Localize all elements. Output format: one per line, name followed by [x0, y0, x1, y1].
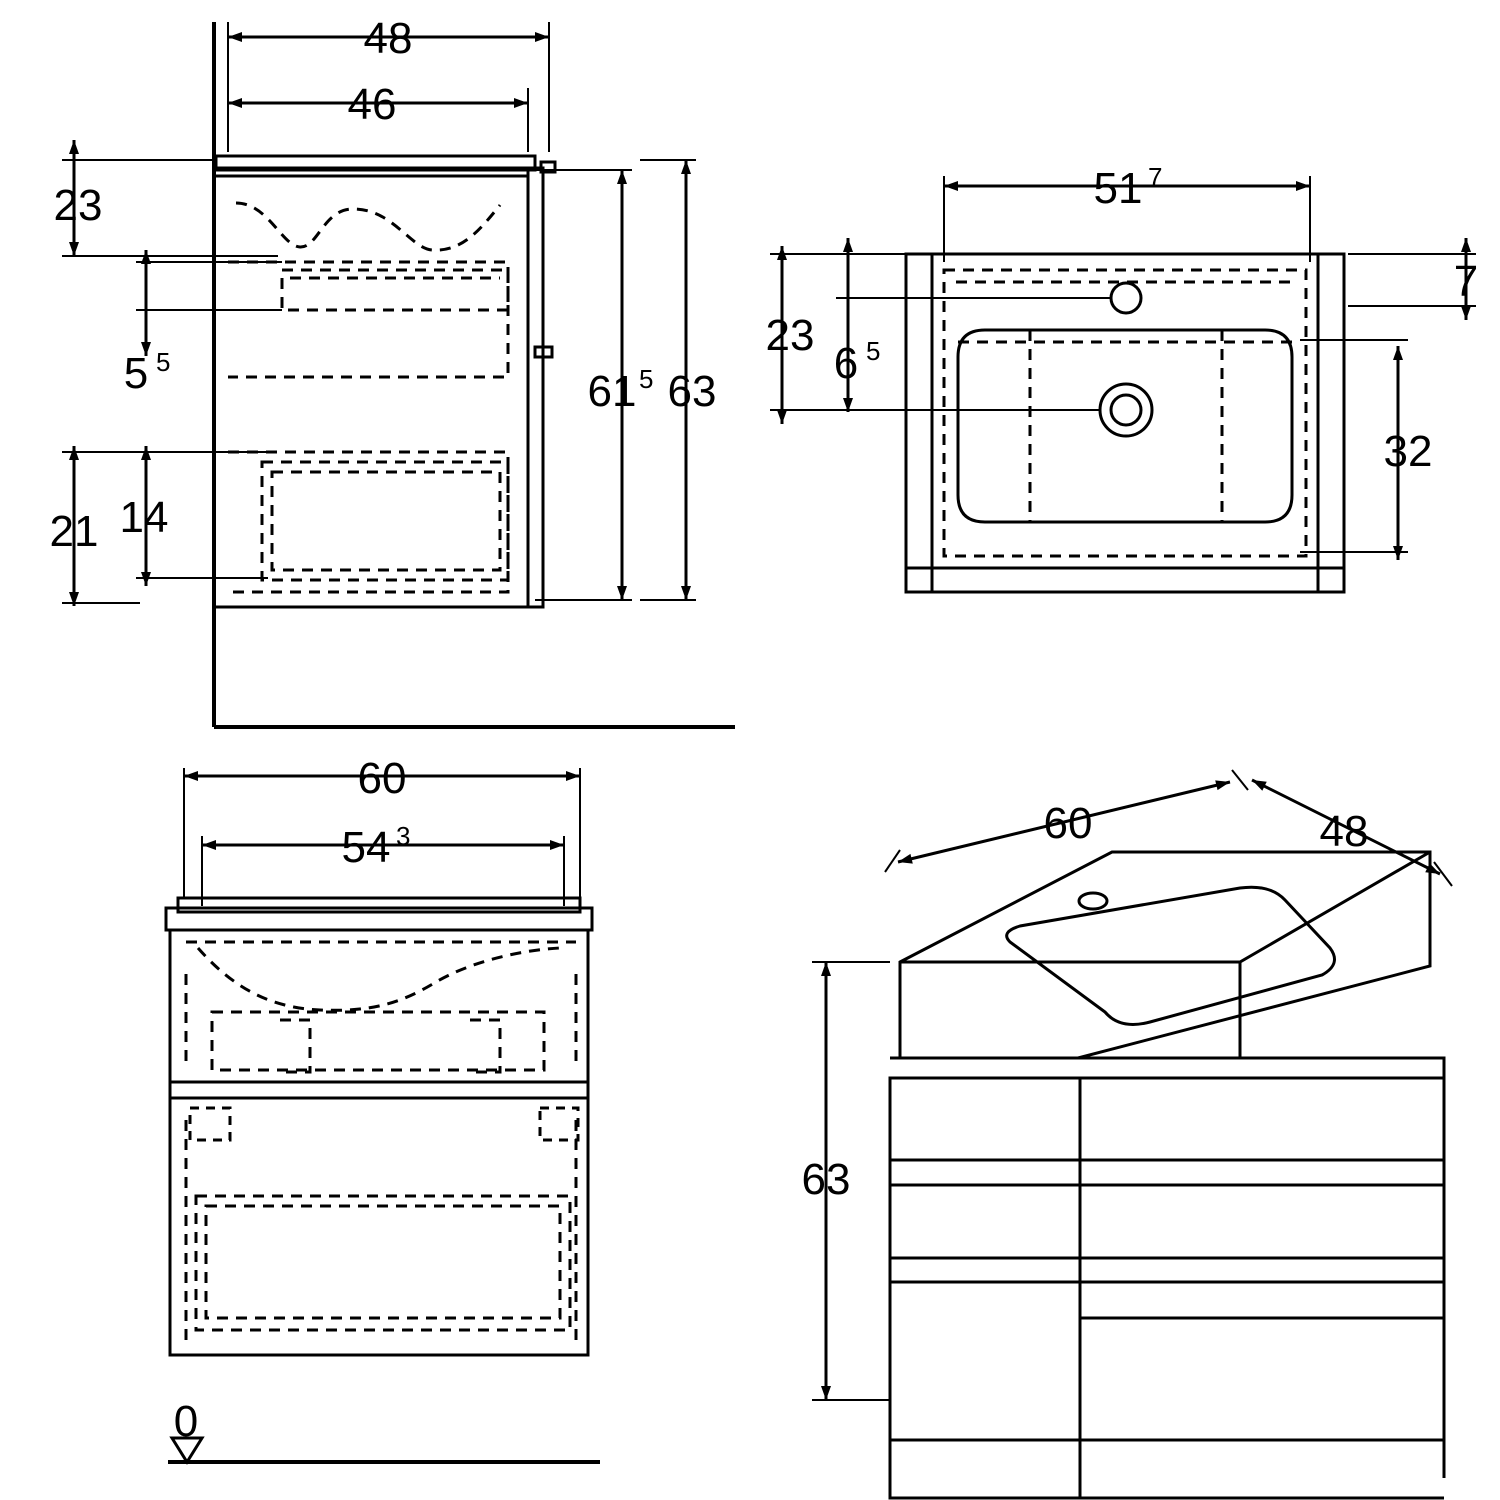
dim-label-front-54-sup: 3 — [396, 821, 411, 851]
dim-label-side-48: 48 — [363, 14, 413, 63]
side-view-geometry — [214, 22, 735, 727]
dim-label-side-14: 14 — [119, 493, 169, 542]
dim-label-iso-63: 63 — [801, 1155, 851, 1204]
dim-label-front-60: 60 — [357, 754, 407, 803]
iso-view-geometry — [890, 852, 1444, 1498]
dim-label-top-51-sup: 7 — [1148, 162, 1163, 192]
dim-label-iso-48: 48 — [1319, 807, 1369, 856]
dim-label-side-23: 23 — [53, 181, 103, 230]
dim-label-side-5-sup: 5 — [156, 347, 171, 377]
dim-label-side-46: 46 — [347, 80, 397, 129]
dim-label-side-5: 5 — [123, 349, 149, 398]
top-view-dimensions — [770, 176, 1479, 560]
dim-label-top-23: 23 — [765, 311, 815, 360]
iso-view-dimensions — [812, 770, 1452, 1400]
dim-label-front-datum: 0 — [173, 1397, 199, 1446]
dim-label-iso-60: 60 — [1043, 799, 1093, 848]
dim-label-top-7: 7 — [1453, 257, 1479, 306]
dim-label-top-32: 32 — [1383, 427, 1433, 476]
dim-label-side-21: 21 — [49, 507, 99, 556]
front-view-geometry — [166, 898, 600, 1462]
dim-label-top-51: 51 — [1093, 164, 1143, 213]
dim-label-side-63: 63 — [667, 367, 717, 416]
top-view-geometry — [906, 254, 1344, 592]
dim-label-side-61-sup: 5 — [639, 364, 654, 394]
dim-label-front-54: 54 — [341, 823, 391, 872]
dim-label-top-6: 6 — [833, 339, 859, 388]
dim-label-top-6-sup: 5 — [866, 336, 881, 366]
dimension-labels — [50, 14, 1479, 1446]
dim-label-side-61: 61 — [587, 367, 637, 416]
